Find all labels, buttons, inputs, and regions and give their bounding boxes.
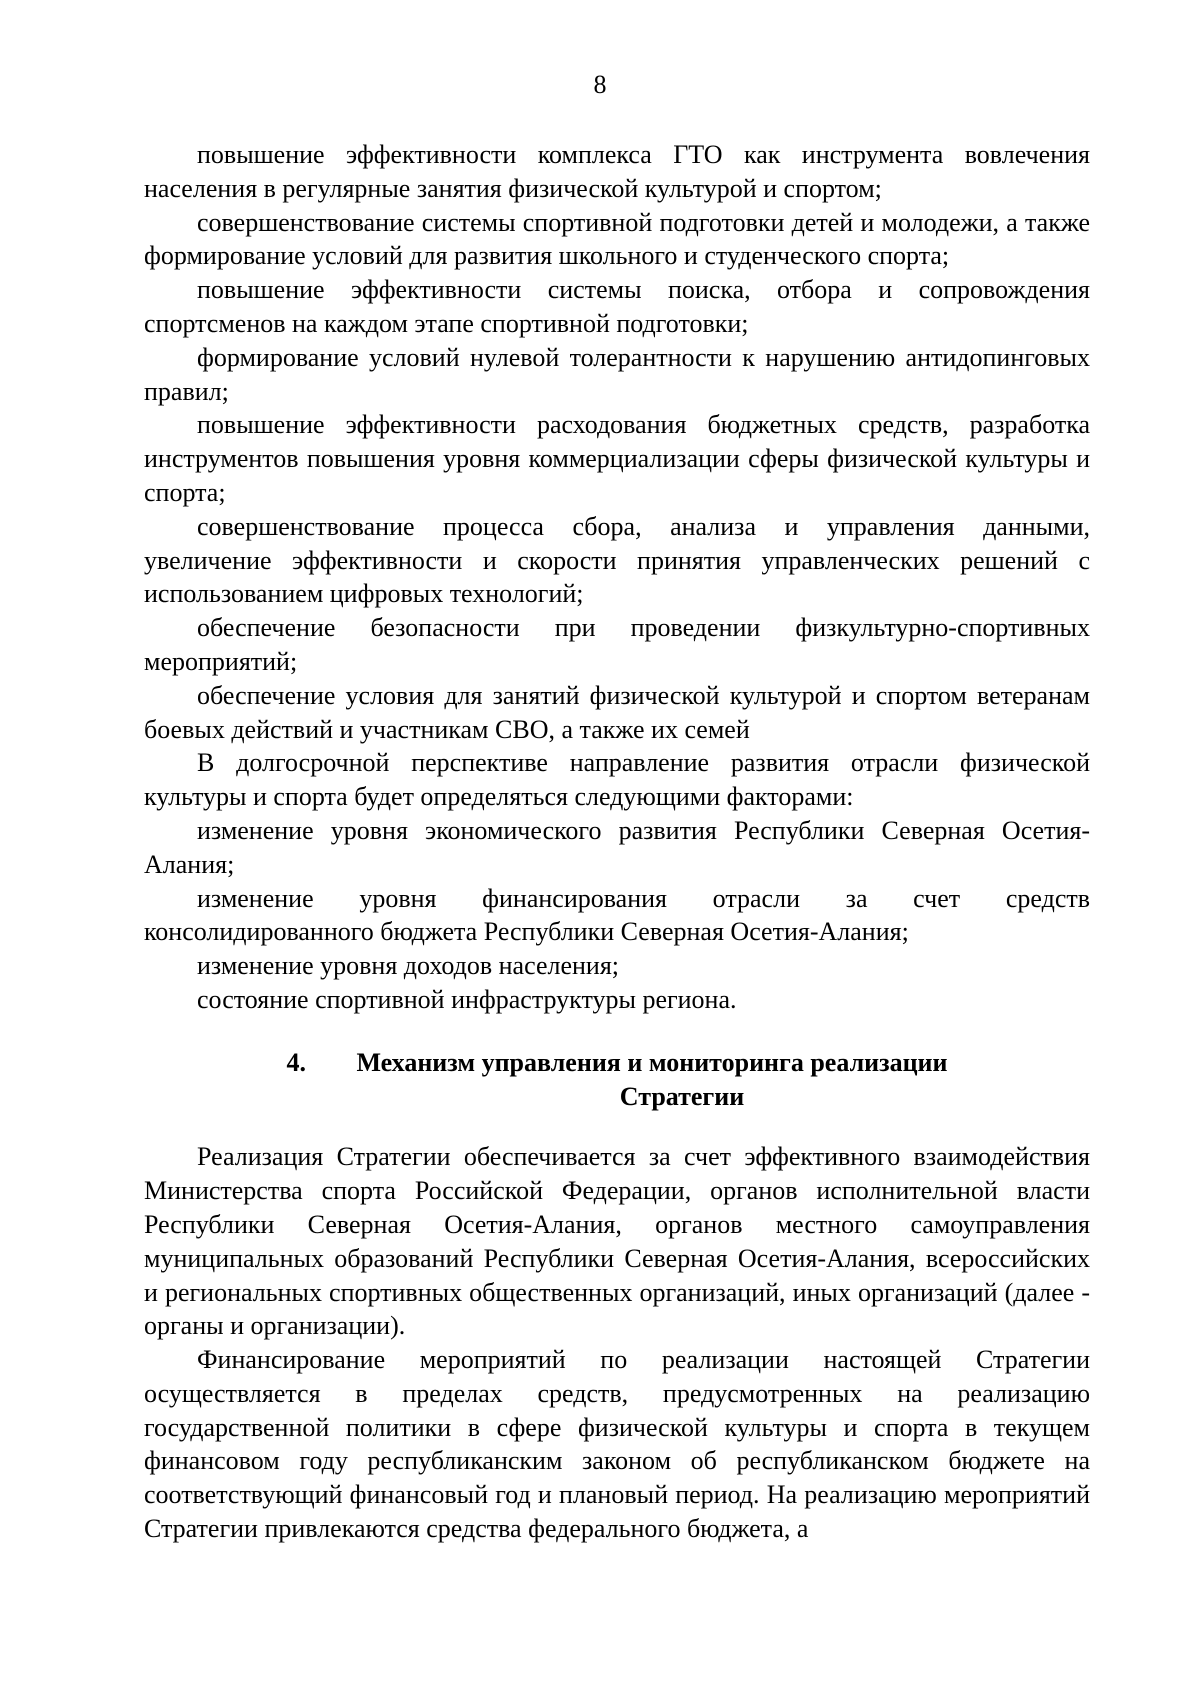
section-title-line2: Стратегии xyxy=(619,1081,745,1111)
section-title-line1: Механизм управления и мониторинга реализации xyxy=(356,1047,948,1077)
factor-item: изменение уровня доходов населения; xyxy=(197,951,620,981)
list-item: совершенствование процесса сбора, анализа и управления данными, увеличение эффективности и скорости принятия управленческих решений с использованием цифровых технологий; xyxy=(144,511,1090,609)
list-item: обеспечение безопасности при проведении физкультурно-спортивных мероприятий; xyxy=(144,613,1090,676)
section-paragraph: Реализация Стратегии обеспечивается за счет эффективного взаимодействия Министерства спорта Российской Федерации, органов исполнительной власти Республики Северная Осетия-Алания, органов местного самоуправления муниципальных образований Республики Северная Осетия-Алания, всероссийских и региональных спортивных общественных организаций, иных организаций (далее - органы и организации). xyxy=(144,1142,1090,1341)
factors-intro-paragraph: В долгосрочной перспективе направление развития отрасли физической культуры и спорта будет определяться следующими факторами: xyxy=(144,748,1090,812)
factor-item: изменение уровня экономического развития Республики Северная Осетия-Алания; xyxy=(144,815,1090,879)
section-paragraph: Финансирование мероприятий по реализации настоящей Стратегии осуществляется в пределах средств, предусмотренных на реализацию государственной политики в сфере физической культуры и спорта в текущем финансовом году республиканским законом об республиканском бюджете на соответствующий финансовый год и плановый период. На реализацию мероприятий Стратегии привлекаются средства федерального бюджета, а xyxy=(144,1345,1090,1544)
page-number: 8 xyxy=(593,70,607,99)
list-item: формирование условий нулевой толерантности к нарушению антидопинговых правил; xyxy=(144,342,1090,406)
section-heading xyxy=(144,1046,1090,1114)
factor-item: состояние спортивной инфраструктуры региона. xyxy=(197,984,737,1014)
list-item: обеспечение условия для занятий физической культурой и спортом ветеранам боевых действий и участникам СВО, а также их семей xyxy=(144,680,1090,744)
list-item: повышение эффективности комплекса ГТО как инструмента вовлечения населения в регулярные занятия физической культурой и спортом; xyxy=(144,140,1090,203)
list-item: повышение эффективности системы поиска, отбора и сопровождения спортсменов на каждом этапе спортивной подготовки; xyxy=(144,275,1090,338)
list-item: повышение эффективности расходования бюджетных средств, разработка инструментов повышения уровня коммерциализации сферы физической культуры и спорта; xyxy=(144,410,1090,507)
factor-item: изменение уровня финансирования отрасли за счет средств консолидированного бюджета Республики Северная Осетия-Алания; xyxy=(144,883,1090,947)
page-content xyxy=(144,138,1090,1546)
section-number: 4. xyxy=(286,1047,306,1077)
list-item: совершенствование системы спортивной подготовки детей и молодежи, а также формирование условий для развития школьного и студенческого спорта; xyxy=(144,207,1090,271)
